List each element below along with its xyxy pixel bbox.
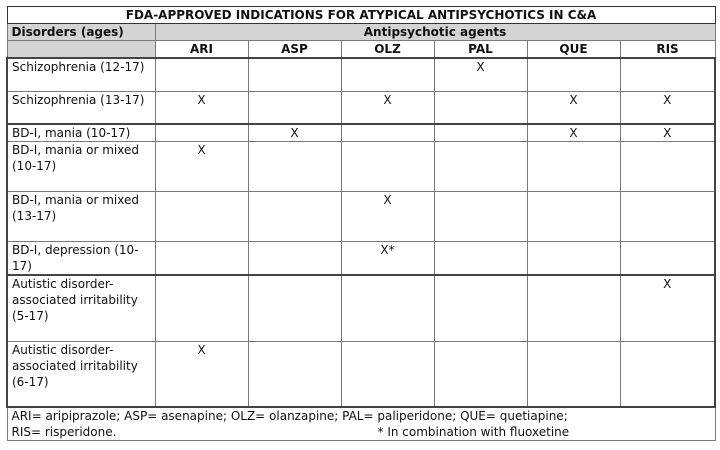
mark-cell: X bbox=[155, 341, 248, 407]
indications-table-figure bbox=[6, 6, 714, 441]
mark-cell bbox=[248, 58, 341, 91]
mark-cell bbox=[248, 91, 341, 124]
mark-cell bbox=[341, 275, 434, 341]
footnote-row bbox=[7, 407, 715, 441]
table-title: FDA-APPROVED INDICATIONS FOR ATYPICAL ANTIPSYCHOTICS IN C&A bbox=[7, 7, 715, 24]
table-row bbox=[7, 192, 715, 242]
mark-cell bbox=[434, 275, 527, 341]
mark-cell: X bbox=[620, 124, 715, 142]
disorder-cell: BD-I, depression (10-17) bbox=[7, 242, 155, 276]
table-row bbox=[7, 142, 715, 192]
mark-cell bbox=[341, 142, 434, 192]
mark-cell bbox=[434, 242, 527, 276]
disorder-cell: BD-I, mania or mixed (13-17) bbox=[7, 192, 155, 242]
mark-cell bbox=[620, 341, 715, 407]
asterisk-note: * In combination with fluoxetine bbox=[377, 425, 570, 439]
mark-cell bbox=[248, 242, 341, 276]
mark-cell bbox=[527, 142, 620, 192]
mark-cell bbox=[248, 192, 341, 242]
agent-col-olz: OLZ bbox=[341, 41, 434, 59]
agent-col-ari: ARI bbox=[155, 41, 248, 59]
mark-cell bbox=[527, 341, 620, 407]
agent-col-que: QUE bbox=[527, 41, 620, 59]
mark-cell bbox=[434, 91, 527, 124]
agents-header: Antipsychotic agents bbox=[155, 24, 715, 41]
indications-table bbox=[6, 6, 716, 441]
mark-cell bbox=[248, 142, 341, 192]
mark-cell bbox=[527, 58, 620, 91]
disorder-cell: Autistic disorder-associated irritability (6-17) bbox=[7, 341, 155, 407]
mark-cell bbox=[620, 142, 715, 192]
mark-cell: X bbox=[527, 124, 620, 142]
disorder-cell: Schizophrenia (13-17) bbox=[7, 91, 155, 124]
disorder-cell: Schizophrenia (12-17) bbox=[7, 58, 155, 91]
table-row bbox=[7, 58, 715, 91]
table-row bbox=[7, 124, 715, 142]
mark-cell bbox=[155, 242, 248, 276]
table-row bbox=[7, 242, 715, 276]
agent-col-pal: PAL bbox=[434, 41, 527, 59]
mark-cell bbox=[620, 192, 715, 242]
mark-cell bbox=[155, 124, 248, 142]
mark-cell: X bbox=[620, 275, 715, 341]
table-row bbox=[7, 91, 715, 124]
mark-cell bbox=[248, 341, 341, 407]
mark-cell bbox=[527, 275, 620, 341]
mark-cell bbox=[620, 58, 715, 91]
footnote bbox=[7, 407, 715, 441]
mark-cell bbox=[341, 341, 434, 407]
agent-col-ris: RIS bbox=[620, 41, 715, 59]
table-row bbox=[7, 275, 715, 341]
mark-cell: X bbox=[341, 192, 434, 242]
mark-cell bbox=[527, 192, 620, 242]
abbreviations-line-2: RIS= risperidone. bbox=[11, 425, 117, 439]
mark-cell bbox=[248, 275, 341, 341]
empty-header-cell bbox=[7, 41, 155, 59]
disorder-cell: BD-I, mania (10-17) bbox=[7, 124, 155, 142]
mark-cell bbox=[155, 192, 248, 242]
mark-cell: X bbox=[155, 91, 248, 124]
mark-cell bbox=[155, 58, 248, 91]
disorders-header: Disorders (ages) bbox=[7, 24, 155, 41]
mark-cell: X bbox=[434, 58, 527, 91]
table-row bbox=[7, 341, 715, 407]
mark-cell: X bbox=[248, 124, 341, 142]
mark-cell bbox=[527, 242, 620, 276]
disorder-cell: BD-I, mania or mixed (10-17) bbox=[7, 142, 155, 192]
mark-cell bbox=[434, 192, 527, 242]
mark-cell bbox=[434, 341, 527, 407]
mark-cell: X bbox=[341, 91, 434, 124]
mark-cell: X bbox=[155, 142, 248, 192]
mark-cell bbox=[620, 242, 715, 276]
mark-cell bbox=[155, 275, 248, 341]
mark-cell: X bbox=[620, 91, 715, 124]
mark-cell: X bbox=[527, 91, 620, 124]
mark-cell: X* bbox=[341, 242, 434, 276]
mark-cell bbox=[341, 124, 434, 142]
disorder-cell: Autistic disorder-associated irritability (5-17) bbox=[7, 275, 155, 341]
mark-cell bbox=[434, 124, 527, 142]
agent-col-asp: ASP bbox=[248, 41, 341, 59]
mark-cell bbox=[434, 142, 527, 192]
mark-cell bbox=[341, 58, 434, 91]
abbreviations-line-1: ARI= aripiprazole; ASP= asenapine; OLZ= olanzapine; PAL= paliperidone; QUE= quetiapine; bbox=[11, 409, 568, 423]
